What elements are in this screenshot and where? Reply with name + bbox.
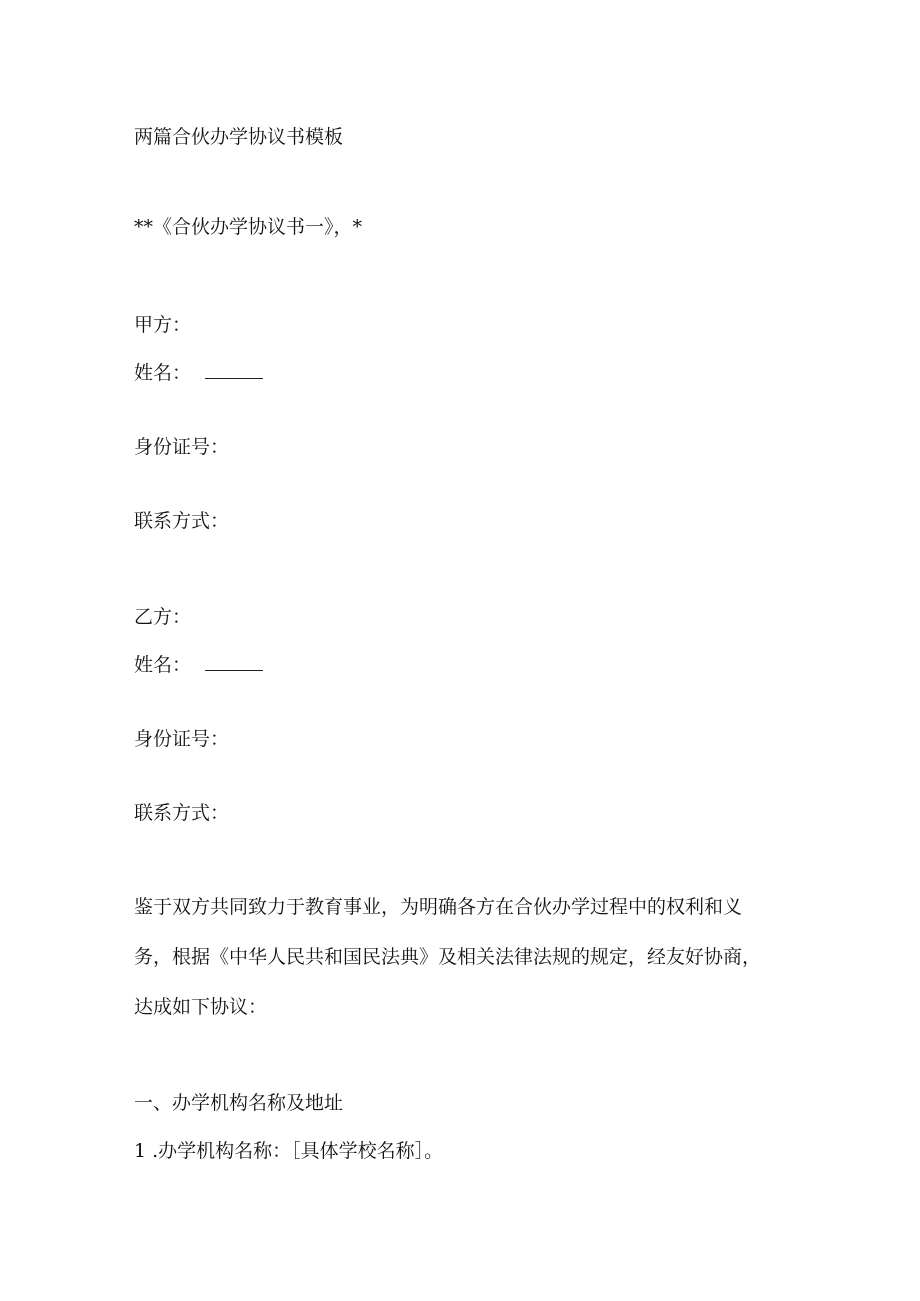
party-b-heading: 乙方： [134, 606, 192, 628]
section-1-item-1: 1 .办学机构名称：［具体学校名称］。 [134, 1140, 444, 1162]
party-a-contact-label: 联系方式： [134, 510, 230, 532]
party-b-name-blank [205, 654, 263, 671]
preamble-line-2: 务，根据《中华人民共和国民法典》及相关法律法规的规定，经友好协商， [134, 946, 762, 968]
party-a-name-blank [205, 362, 263, 379]
party-b-name-label: 姓名： [134, 654, 192, 676]
document-title: 两篇合伙办学协议书模板 [134, 126, 344, 148]
section-1-heading: 一、办学机构名称及地址 [134, 1092, 344, 1114]
party-a-id-label: 身份证号： [134, 436, 230, 458]
party-a-name-row [134, 361, 263, 385]
party-a-name-label: 姓名： [134, 362, 192, 384]
party-b-contact-label: 联系方式： [134, 802, 230, 824]
preamble-line-1: 鉴于双方共同致力于教育事业，为明确各方在合伙办学过程中的权利和义 [134, 896, 743, 918]
party-a-heading: 甲方： [134, 314, 192, 336]
document-subtitle: **《合伙办学协议书一》，* [134, 216, 363, 238]
preamble-line-3: 达成如下协议： [134, 996, 268, 1018]
party-b-name-row [134, 653, 263, 677]
party-b-id-label: 身份证号： [134, 728, 230, 750]
